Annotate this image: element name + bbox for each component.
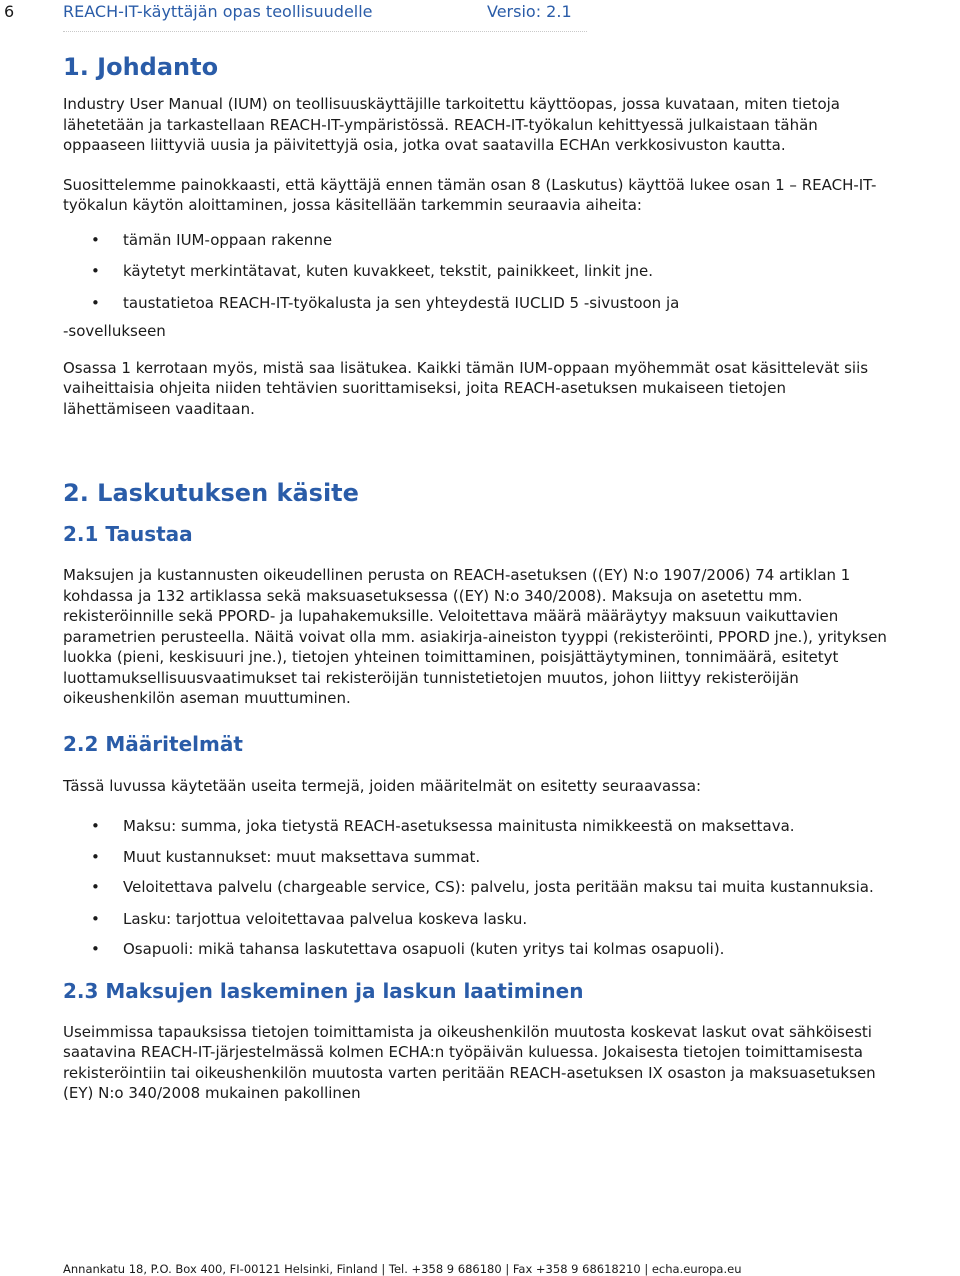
list-item: • Lasku: tarjottua veloitettavaa palvelua koskeva lasku. bbox=[63, 909, 893, 930]
section-1-paragraph-3: Osassa 1 kerrotaan myös, mistä saa lisätukea. Kaikki tämän IUM-oppaan myöhemmät osat käsittelevät siis vaiheittaisia ohjeita niiden tehtävien suorittamiseksi, joita REACH-asetuksen mukaiseen tietojen lähettämiseen vaaditaan. bbox=[63, 358, 869, 418]
page-header bbox=[0, 2, 960, 26]
list-item: • Osapuoli: mikä tahansa laskutettava osapuoli (kuten yritys tai kolmas osapuoli). bbox=[63, 939, 893, 960]
list-item: • Veloitettava palvelu (chargeable service, CS): palvelu, josta peritään maksu tai muita kustannuksia. bbox=[63, 877, 893, 898]
section-2-1-heading: 2.1 Taustaa bbox=[63, 522, 193, 546]
section-1-topic-list bbox=[63, 230, 893, 314]
section-2-2-heading: 2.2 Määritelmät bbox=[63, 731, 243, 756]
section-1-heading: 1. Johdanto bbox=[63, 53, 219, 81]
section-1-paragraph-2: Suosittelemme painokkaasti, että käyttäjä ennen tämän osan 8 (Laskutus) käyttöä lukee osan 1 – REACH-IT-työkalun käytön aloittaminen, jossa käsitellään tarkemmin seuraavia aiheita: bbox=[63, 175, 877, 214]
list-continuation: -sovellukseen bbox=[63, 322, 166, 340]
list-item: • Muut kustannukset: muut maksettava summat. bbox=[63, 847, 893, 868]
definitions-list bbox=[63, 816, 893, 960]
section-2-3-heading: 2.3 Maksujen laskeminen ja laskun laatiminen bbox=[63, 978, 584, 1003]
section-2-heading: 2. Laskutuksen käsite bbox=[63, 479, 359, 507]
page-footer: Annankatu 18, P.O. Box 400, FI-00121 Helsinki, Finland | Tel. +358 9 686180 | Fax +358 9 68618210 | echa.europa.eu bbox=[63, 1262, 742, 1276]
list-item: • käytetyt merkintätavat, kuten kuvakkeet, tekstit, painikkeet, linkit jne. bbox=[63, 261, 893, 282]
list-item: • tämän IUM-oppaan rakenne bbox=[63, 230, 893, 251]
list-item: • taustatietoa REACH-IT-työkalusta ja sen yhteydestä IUCLID 5 -sivustoon ja bbox=[63, 293, 893, 314]
header-version: Versio: 2.1 bbox=[487, 2, 572, 21]
list-item: • Maksu: summa, joka tietystä REACH-asetuksessa mainitusta nimikkeestä on maksettava. bbox=[63, 816, 893, 837]
section-2-3-paragraph: Useimmissa tapauksissa tietojen toimittamista ja oikeushenkilön muutosta koskevat laskut ovat sähköisesti saatavina REACH-IT-järjestelmässä kolmen ECHA:n työpäivän kuluessa. Jokaisesta tietojen toimittamisesta rekisteröintiin tai oikeushenkilön muutosta varten peritään REACH-asetuksen IX osaston ja maksuasetuksen (EY) N:o 340/2008 mukainen pakollinen bbox=[63, 1022, 876, 1102]
header-title: REACH-IT-käyttäjän opas teollisuudelle bbox=[63, 2, 373, 21]
section-2-1-paragraph: Maksujen ja kustannusten oikeudellinen perusta on REACH-asetuksen ((EY) N:o 1907/2006) 74 artiklan 1 kohdassa ja 132 artiklassa sekä maksuasetuksessa ((EY) N:o 340/2008). Maksuja on asetettu mm. rekisteröinnille sekä PPORD- ja lupahakemuksille. Veloitettava määrä määräytyy maksuun vaikuttavien parametrien perusteella. Näitä voivat olla mm. asiakirja-aineiston tyyppi (rekisteröinti, PPORD jne.), yrityksen luokka (pieni, keskisuuri jne.), tietojen yhteinen toimittaminen, poisjättäytyminen, tonnimäärä, esitetyt luottamuksellisuusvaatimukset tai rekisteröijän tunnistetietojen muutos, johon liittyy rekisteröijän oikeushenkilön aseman muuttuminen. bbox=[63, 566, 887, 707]
header-divider bbox=[63, 31, 587, 32]
section-1-paragraph-1: Industry User Manual (IUM) on teollisuuskäyttäjille tarkoitettu käyttöopas, jossa kuvataan, miten tietoja lähetetään ja tarkastellaan REACH-IT-ympäristössä. REACH-IT-työkalun kehittyessä julkaistaan tähän oppaaseen liittyviä uusia ja päivitettyjä osia, jotka ovat saatavilla ECHAn verkkosivuston kautta. bbox=[63, 95, 840, 154]
page-number: 6 bbox=[4, 2, 15, 21]
document-body bbox=[63, 50, 893, 1104]
section-2-2-paragraph: Tässä luvussa käytetään useita termejä, joiden määritelmät on esitetty seuraavassa: bbox=[63, 776, 702, 795]
